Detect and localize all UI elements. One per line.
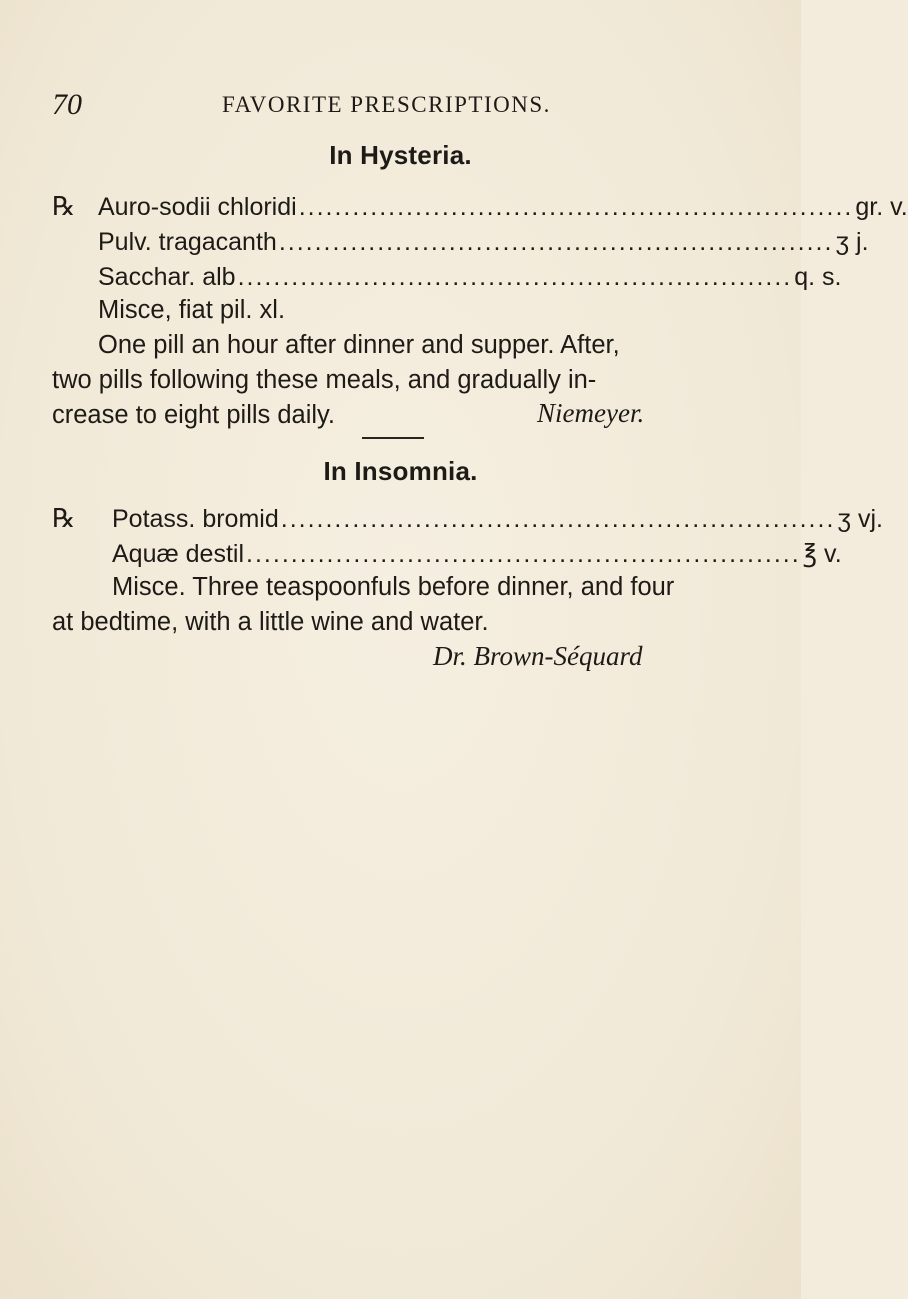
- section-heading-hysteria: In Hysteria.: [329, 140, 472, 170]
- ingredient-row: [112, 502, 883, 536]
- ingredient-row: [98, 225, 869, 259]
- dot-leader: ..............................................................: [246, 540, 801, 568]
- ingredient-row: [98, 260, 842, 294]
- ingredient-row: [112, 537, 842, 571]
- section-heading-insomnia: In Insomnia.: [323, 456, 478, 486]
- ingredient-name: Sacchar. alb: [98, 263, 236, 291]
- directions-line: two pills following these meals, and gradually in-: [52, 366, 597, 394]
- ingredient-quantity: ʒ j.: [835, 228, 869, 256]
- dot-leader: ..............................................................: [280, 505, 836, 533]
- directions-line: Misce. Three teaspoonfuls before dinner, and four: [112, 573, 675, 601]
- directions-line: at bedtime, with a little wine and water.: [52, 608, 489, 636]
- ingredient-quantity: gr. v.: [855, 193, 908, 221]
- running-title: FAVORITE PRESCRIPTIONS.: [222, 92, 551, 117]
- directions-line: crease to eight pills daily.: [52, 401, 336, 429]
- running-head: [52, 88, 572, 122]
- authority-attribution: Niemeyer.: [537, 398, 645, 428]
- rx-symbol-icon: ℞: [52, 192, 76, 222]
- page-number: 70: [52, 88, 82, 121]
- ingredient-quantity: ʒ vj.: [837, 505, 883, 533]
- ingredient-quantity: q. s.: [794, 263, 842, 291]
- dot-leader: ..............................................................: [298, 193, 854, 221]
- ingredient-name: Aquæ destil: [112, 540, 245, 568]
- ingredient-quantity: ℥ v.: [802, 540, 842, 568]
- dot-leader: ..............................................................: [237, 263, 793, 291]
- ingredient-name: Pulv. tragacanth: [98, 228, 277, 256]
- section-divider: [362, 437, 424, 439]
- directions-line: One pill an hour after dinner and supper. After,: [98, 331, 620, 359]
- authority-attribution: Dr. Brown-Séquard: [433, 641, 643, 671]
- dot-leader: ..............................................................: [278, 228, 834, 256]
- ingredient-row: [98, 190, 908, 224]
- directions-line: Misce, fiat pil. xl.: [98, 296, 286, 324]
- rx-symbol-icon: ℞: [52, 504, 76, 534]
- ingredient-name: Auro-sodii chloridi: [98, 193, 297, 221]
- ingredient-name: Potass. bromid: [112, 505, 279, 533]
